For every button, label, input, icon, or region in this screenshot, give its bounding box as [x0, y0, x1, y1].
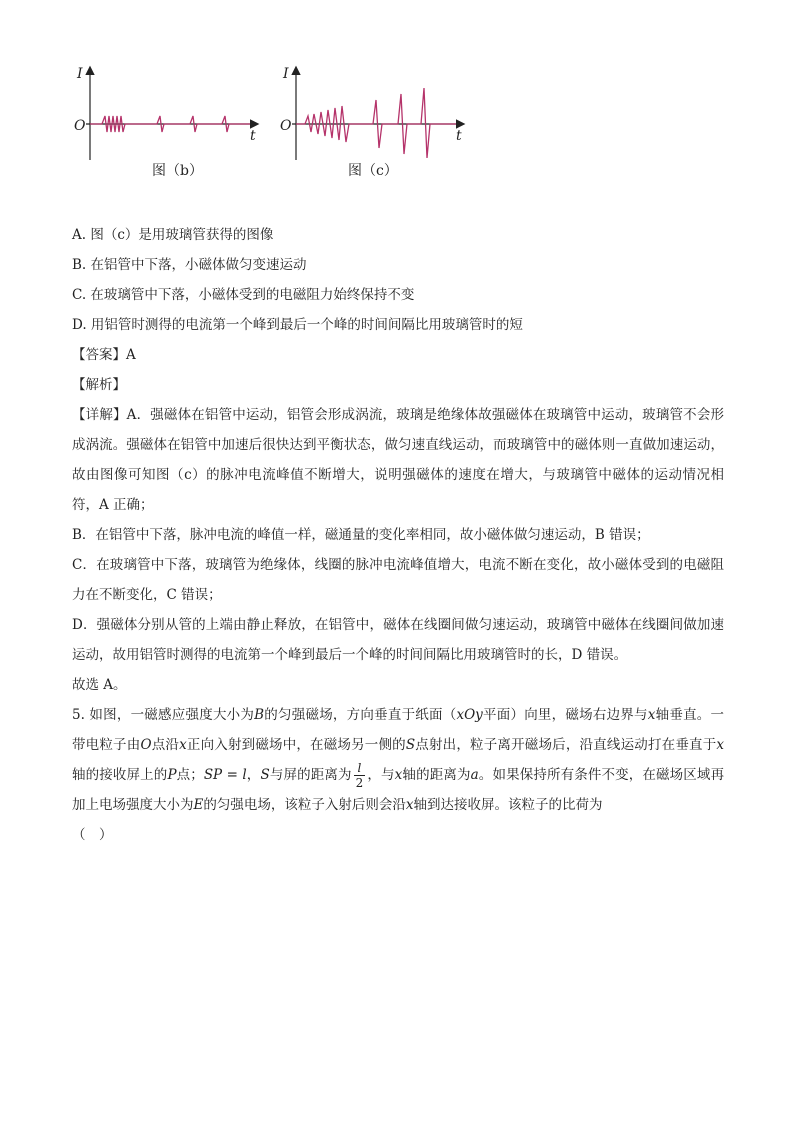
x-axis-label: t — [250, 128, 256, 144]
document-body — [72, 220, 724, 850]
figure-b — [72, 60, 262, 179]
detail-b: B．在铝管中下落，脉冲电流的峰值一样，磁通量的变化率相同，故小磁体做匀速运动，B 错误； — [72, 527, 650, 543]
origin-label: O — [280, 118, 292, 134]
detail-c: C．在玻璃管中下落，玻璃管为绝缘体，线圈的脉冲电流峰值增大，电流不断在变化，故小磁体受到的电磁阻力在不断变化，C 错误； — [72, 557, 724, 603]
figure-b-caption: 图（b） — [152, 163, 203, 179]
y-axis-label: I — [283, 66, 289, 82]
answer-value: A — [126, 347, 136, 363]
fraction-l-over-2: $\frac{l}{2}$ — [355, 761, 364, 790]
figure-b-graph — [72, 60, 262, 160]
waveform-c — [296, 88, 456, 158]
figure-c-caption: 图（c） — [348, 163, 398, 179]
x-axis-label: t — [456, 128, 462, 144]
y-axis-label: I — [77, 66, 83, 82]
figure-c — [278, 60, 468, 179]
waveform-b — [90, 116, 250, 132]
option-a: A. 图（c）是用玻璃管获得的图像 — [72, 227, 274, 243]
option-b: B. 在铝管中下落，小磁体做匀变速运动 — [72, 257, 307, 273]
origin-label: O — [74, 118, 86, 134]
answer-label: 【答案】 — [72, 347, 126, 363]
conclusion: 故选 A。 — [72, 677, 127, 693]
detail-d: D．强磁体分别从管的上端由静止释放，在铝管中，磁体在线圈间做匀速运动，玻璃管中磁体在线圈间做加速运动，故用铝管时测得的电流第一个峰到最后一个峰的时间间隔比用玻璃管时的长，D 错误。 — [72, 617, 724, 663]
figure-group — [60, 60, 480, 190]
option-c: C. 在玻璃管中下落，小磁体受到的电磁阻力始终保持不变 — [72, 287, 415, 303]
answer-line — [72, 340, 724, 370]
analysis-label: 【解析】 — [72, 377, 126, 393]
figure-c-graph — [278, 60, 468, 160]
question-5: 5. 如图，一磁感应强度大小为B的匀强磁场，方向垂直于纸面（xOy平面）向里，磁场右边界与x轴垂直。一带电粒子由O点沿x正向入射到磁场中，在磁场另一侧的S点射出，粒子离开磁场后，沿直线运动打在垂直于x轴的接收屏上的P点；SP = l，S与屏的距离为 $\frac{l}{2}$ ，与x轴的距离为a。如果保持所有条件不变，在磁场区域再加上电场强度大小为E的匀强电场，该粒子入射后则会沿x轴到达接收屏。该粒子的比荷为 — [72, 707, 725, 813]
detail-a: 【详解】A．强磁体在铝管中运动，铝管会形成涡流，玻璃是绝缘体故强磁体在玻璃管中运动，玻璃管不会形成涡流。强磁体在铝管中加速后很快达到平衡状态，做匀速直线运动，而玻璃管中的磁体则一直做加速运动，故由图像可知图（c）的脉冲电流峰值不断增大，说明强磁体的速度在增大，与玻璃管中磁体的运动情况相符，A 正确； — [72, 407, 724, 513]
option-d: D. 用铝管时测得的电流第一个峰到最后一个峰的时间间隔比用玻璃管时的短 — [72, 317, 523, 333]
answer-parentheses: （ ） — [72, 827, 113, 843]
